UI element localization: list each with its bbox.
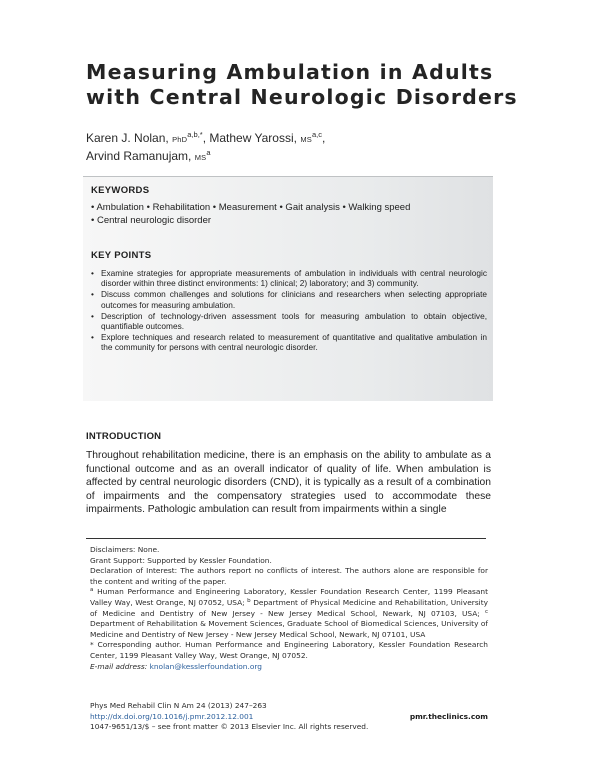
author-name: , Mathew Yarossi,: [202, 131, 297, 145]
introduction-heading: INTRODUCTION: [86, 431, 162, 442]
article-title-line-1: Measuring Ambulation in Adults: [86, 60, 494, 84]
keywords-heading: KEYWORDS: [91, 185, 150, 196]
author-degree: PhD: [172, 135, 188, 144]
keywords-keypoints-box: [83, 176, 493, 401]
key-point-item: [91, 332, 487, 353]
bullet-icon: •: [91, 310, 94, 321]
key-points-heading: KEY POINTS: [91, 250, 152, 261]
affiliations-note: [90, 587, 488, 640]
author-degree: MS: [300, 135, 312, 144]
doi-link[interactable]: http://dx.doi.org/10.1016/j.pmr.2012.12.001: [90, 711, 254, 721]
corresponding-author-note: * Corresponding author. Human Performance and Engineering Laboratory, Kessler Foundation Research Center, 1199 Pleasant Valley Way, West Orange, NJ 07052.: [90, 640, 488, 660]
affiliation-a: Human Performance and Engineering Laboratory, Kessler Foundation Research Center, 1199 Pleasant Valley Way, West Orange, NJ 07052, USA;: [90, 587, 488, 607]
grant-note: Grant Support: Supported by Kessler Foundation.: [90, 555, 272, 565]
journal-citation: Phys Med Rehabil Clin N Am 24 (2013) 247–263: [90, 701, 267, 710]
keywords-line-1: • Ambulation • Rehabilitation • Measurement • Gait analysis • Walking speed: [91, 202, 411, 213]
author-line-1: [86, 130, 546, 148]
disclaimers-note: Disclaimers: None.: [90, 545, 160, 554]
author-separator: ,: [321, 131, 326, 145]
article-title: [86, 60, 556, 110]
affiliation-mark: a: [90, 587, 94, 594]
email-label: E-mail address:: [90, 661, 148, 671]
author-affiliation-marks: a,c: [311, 130, 322, 139]
author-name: Karen J. Nolan,: [86, 131, 169, 145]
bullet-icon: •: [91, 331, 94, 342]
email-note: [90, 662, 488, 673]
key-points-list: [91, 268, 487, 353]
email-link[interactable]: knolan@kesslerfoundation.org: [149, 661, 262, 671]
keywords-line-2: • Central neurologic disorder: [91, 215, 212, 226]
bullet-icon: •: [91, 289, 94, 300]
key-point-item: [91, 289, 487, 310]
author-affiliation-marks: a: [206, 148, 211, 157]
journal-info: [90, 701, 488, 733]
author-list: [86, 130, 546, 166]
key-point-text: Explore techniques and research related to measurement of quantitative and qualitative ambulation in the community for persons with central neurologic disorder.: [101, 331, 487, 353]
affiliation-mark: b: [247, 597, 251, 604]
key-point-item: [91, 268, 487, 289]
affiliation-c: Department of Rehabilitation & Movement Sciences, Graduate School of Biomedical Sciences, University of Medicine and Dentistry of New Jersey - New Jersey Medical School, Newark, NJ 07101, USA: [90, 619, 488, 639]
author-line-2: [86, 148, 546, 166]
introduction-paragraph: Throughout rehabilitation medicine, there is an emphasis on the ability to ambulate as a functional outcome and as an overall indicator of quality of life. When ambulation is affected by central neurologic disorders (CND), it is typically as a result of a combination of impairments and the compensatory strategies used to accommodate these impairments. Pathologic ambulation can result from impairments within a single: [86, 450, 491, 516]
bullet-icon: •: [91, 268, 94, 278]
affiliation-mark: c: [484, 608, 488, 615]
article-title-line-2: with Central Neurologic Disorders: [86, 85, 518, 109]
footnote-divider: [86, 538, 486, 539]
key-point-text: Examine strategies for appropriate measurements of ambulation in individuals with central neurologic disorder within three distinct environments: 1) clinical; 2) laboratory; and 3) community.: [101, 268, 487, 289]
declaration-note: Declaration of Interest: The authors report no conflicts of interest. The authors alone are responsible for the content and writing of the paper.: [90, 566, 488, 586]
issn-copyright: 1047-9651/13/$ – see front matter © 2013 Elsevier Inc. All rights reserved.: [90, 722, 369, 732]
key-point-text: Description of technology-driven assessment tools for measuring ambulation to obtain objective, quantifiable outcomes.: [101, 310, 487, 331]
author-degree: MS: [194, 153, 207, 162]
key-point-item: [91, 311, 487, 332]
footnotes: [90, 545, 488, 672]
author-name: Arvind Ramanujam,: [86, 149, 192, 163]
key-point-text: Discuss common challenges and solutions for clinicians and researchers when selecting appropriate outcomes for measuring ambulation.: [101, 289, 487, 310]
affiliation-b: Department of Physical Medicine and Rehabilitation, University of Medicine and Dentistry of New Jersey - New Jersey Medical School, Newark, NJ 07103, USA;: [90, 597, 488, 618]
journal-site-link[interactable]: pmr.theclinics.com: [409, 711, 488, 721]
author-affiliation-marks: a,b,*: [187, 130, 203, 139]
